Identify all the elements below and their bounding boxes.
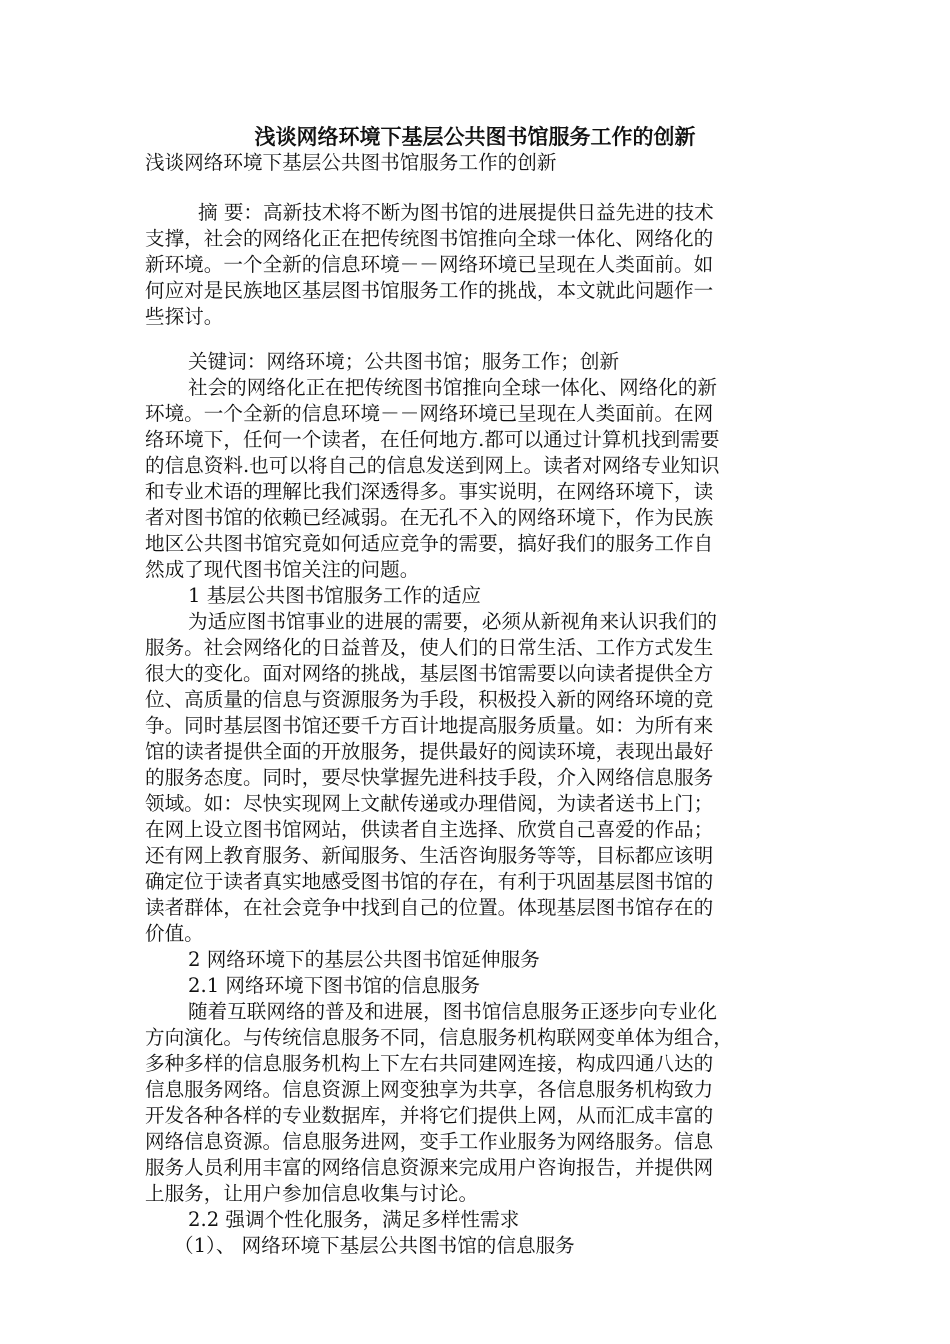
body-line: 和专业术语的理解比我们深透得多。事实说明，在网络环境下，读: [145, 480, 714, 503]
body-line: 方向演化。与传统信息服务不同，信息服务机构联网变单体为组合，: [145, 1026, 733, 1049]
section-heading: 2 网络环境下的基层公共图书馆延伸服务: [188, 948, 540, 971]
body-line: 社会的网络化正在把传统图书馆推向全球一体化、网络化的新: [188, 376, 718, 399]
body-line: 争。同时基层图书馆还要千方百计地提高服务质量。如：为所有来: [145, 714, 714, 737]
document-title: 浅谈网络环境下基层公共图书馆服务工作的创新: [254, 125, 696, 149]
body-line: 网络信息资源。信息服务进网，变手工作业服务为网络服务。信息: [145, 1130, 714, 1153]
subtitle-line: 浅谈网络环境下基层公共图书馆服务工作的创新: [145, 151, 557, 174]
subsection-heading: 2.2 强调个性化服务，满足多样性需求: [188, 1208, 520, 1231]
body-line: 确定位于读者真实地感受图书馆的存在，有利于巩固基层图书馆的: [145, 870, 714, 893]
body-line: 很大的变化。面对网络的挑战，基层图书馆需要以向读者提供全方: [145, 662, 714, 685]
body-line: 读者群体，在社会竞争中找到自己的位置。体现基层图书馆存在的: [145, 896, 714, 919]
body-line: 环境。一个全新的信息环境－－网络环境已呈现在人类面前。在网: [145, 402, 714, 425]
body-line: 服务人员利用丰富的网络信息资源来完成用户咨询报告，并提供网: [145, 1156, 714, 1179]
abstract-line: 何应对是民族地区基层图书馆服务工作的挑战，本文就此问题作一: [145, 279, 714, 302]
body-line: 上服务，让用户参加信息收集与讨论。: [145, 1182, 479, 1205]
body-line: 位、高质量的信息与资源服务为手段，积极投入新的网络环境的竞: [145, 688, 714, 711]
body-line: 服务。社会网络化的日益普及，使人们的日常生活、工作方式发生: [145, 636, 714, 659]
abstract-line: 新环境。一个全新的信息环境－－网络环境已呈现在人类面前。如: [145, 253, 714, 276]
body-line: 开发各种各样的专业数据库，并将它们提供上网，从而汇成丰富的: [145, 1104, 714, 1127]
body-line: 络环境下，任何一个读者，在任何地方.都可以通过计算机找到需要: [145, 428, 720, 451]
body-line: 然成了现代图书馆关注的问题。: [145, 558, 420, 581]
body-line: 信息服务网络。信息资源上网变独享为共享，各信息服务机构致力: [145, 1078, 714, 1101]
body-line: 的信息资料.也可以将自己的信息发送到网上。读者对网络专业知识: [145, 454, 720, 477]
body-line: 还有网上教育服务、新闻服务、生活咨询服务等等，目标都应该明: [145, 844, 714, 867]
body-line: 价值。: [145, 922, 204, 945]
abstract-line: 支撑，社会的网络化正在把传统图书馆推向全球一体化、网络化的: [145, 227, 714, 250]
section-heading: 1 基层公共图书馆服务工作的适应: [188, 584, 482, 607]
body-line: 领域。如：尽快实现网上文献传递或办理借阅，为读者送书上门；: [145, 792, 714, 815]
list-item-heading: （1）、 网络环境下基层公共图书馆的信息服务: [174, 1234, 575, 1257]
body-line: 的服务态度。同时，要尽快掌握先进科技手段，介入网络信息服务: [145, 766, 714, 789]
body-line: 为适应图书馆事业的进展的需要，必须从新视角来认识我们的: [188, 610, 718, 633]
body-line: 地区公共图书馆究竟如何适应竞争的需要，搞好我们的服务工作自: [145, 532, 714, 555]
body-line: 多种多样的信息服务机构上下左右共同建网连接，构成四通八达的: [145, 1052, 714, 1075]
body-line: 在网上设立图书馆网站，供读者自主选择、欣赏自己喜爱的作品；: [145, 818, 714, 841]
body-line: 者对图书馆的依赖已经减弱。在无孔不入的网络环境下，作为民族: [145, 506, 714, 529]
body-line: 随着互联网络的普及和进展，图书馆信息服务正逐步向专业化: [188, 1000, 718, 1023]
abstract-line: 摘 要：高新技术将不断为图书馆的进展提供日益先进的技术: [198, 201, 714, 224]
subsection-heading: 2.1 网络环境下图书馆的信息服务: [188, 974, 481, 997]
abstract-line: 些探讨。: [145, 305, 224, 328]
body-line: 馆的读者提供全面的开放服务，提供最好的阅读环境，表现出最好: [145, 740, 714, 763]
keywords-line: 关键词：网络环境；公共图书馆；服务工作；创新: [188, 350, 620, 373]
